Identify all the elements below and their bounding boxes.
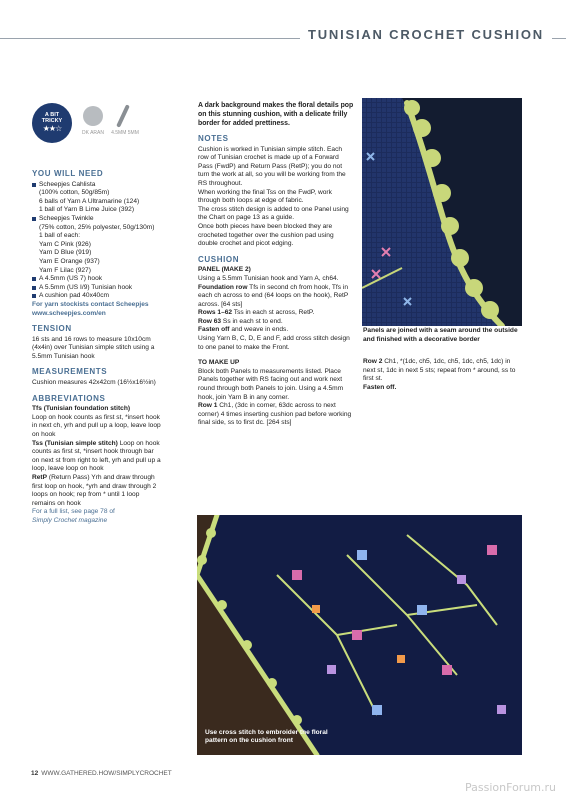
abbreviation-def: (Return Pass) Yrh and draw through first loop on hook, *yrh and draw through 2 loops on hook; rep from * until 1 loop remains on hook <box>32 474 157 507</box>
abbreviation-def: Loop on hook counts as first st, *insert hook through bar on next st from right to left, yrh and pull up a loop, leave loop on hook <box>32 439 161 473</box>
panel-subheading: PANEL (MAKE 2) <box>198 266 251 274</box>
notes-para: Once both pieces have been blocked they are crocheted together over the cushion pad using double crochet and picot edging. <box>198 222 334 248</box>
stockists-link[interactable]: For yarn stockists contact Scheepjes www.scheepjes.com/en <box>32 300 149 317</box>
fasten-off: Fasten off. <box>363 383 397 391</box>
step-label: Rows 1–62 <box>198 309 233 317</box>
material-detail: Yarn E Orange (937) <box>39 257 100 265</box>
material-detail: (100% cotton, 50g/85m) <box>39 189 110 197</box>
cushion-front-photo <box>197 515 522 755</box>
photo-caption: Panels are joined with a seam around the outside and finished with a decorative border <box>363 327 518 343</box>
material-detail: Yarn C Pink (926) <box>39 240 91 248</box>
abbreviation-term: Tss (Tunisian simple stitch) <box>32 439 118 447</box>
abbreviations-more: For a full list, see page 78 of <box>32 508 115 516</box>
material-item: Scheepjes Twinkle <box>32 215 162 224</box>
photo-caption: Use cross stitch to embroider the floral pattern on the cushion front <box>205 728 328 745</box>
materials-list <box>32 181 162 301</box>
step-label: Foundation row <box>198 283 248 291</box>
cushion-edge-photo <box>362 98 522 326</box>
watermark: PassionForum.ru <box>465 781 556 794</box>
right-column <box>363 327 523 393</box>
material-detail: 1 ball of each: <box>39 232 81 240</box>
cushion-step <box>198 326 354 335</box>
page-number: 12 <box>31 770 39 777</box>
cushion-step <box>198 284 354 310</box>
page-footer <box>31 770 172 777</box>
cushion-edge-illustration <box>362 98 522 326</box>
step-label: Row 1 <box>198 402 218 410</box>
cushion-step <box>198 309 354 318</box>
abbreviation-item <box>32 474 162 508</box>
step-label: Row 2 <box>363 358 383 366</box>
material-detail: 1 ball of Yarn B Lime Juice (392) <box>39 206 135 214</box>
measurements-heading: MEASUREMENTS <box>32 367 108 377</box>
cushion-step <box>198 318 354 327</box>
material-detail: Yarn D Blue (919) <box>39 249 92 257</box>
material-item: A 4.5mm (US 7) hook <box>32 275 162 284</box>
abbreviations-heading: ABBREVIATIONS <box>32 393 106 403</box>
you-will-need-heading: YOU WILL NEED <box>32 169 104 178</box>
step-text: Ch1, (3dc in corner, 63dc across to next corner) 4 times inserting cushion pad before working final side, ss to first dc. [264 sts] <box>198 402 352 427</box>
step-text: Tss in each st across, RetP. <box>232 309 315 317</box>
abbreviation-item <box>32 405 162 439</box>
measurements-text: Cushion measures 42x42cm (16½x16½in) <box>32 379 156 387</box>
difficulty-line2: TRICKY <box>41 118 63 124</box>
difficulty-stars: ★★☆ <box>42 124 62 133</box>
notes-heading: NOTES <box>198 134 229 143</box>
step-text: Ch1, *(1dc, ch5, 1dc, ch5, 1dc, ch5, 1dc) in next st, 1dc in next 5 sts; repeat from * around, ss to first st. <box>363 358 516 383</box>
hook-icon <box>116 104 130 127</box>
hook-size-label: 4.5MM 5MM <box>111 130 139 136</box>
sidebar-column <box>32 170 162 526</box>
abbreviation-term: RetP <box>32 474 48 481</box>
difficulty-line1: A BIT <box>44 112 60 118</box>
make-up-step <box>198 402 354 428</box>
abbreviation-item <box>32 440 162 474</box>
intro-text: A dark background makes the floral details pop on this stunning cushion, with a delicate frilly border for added prettiness. <box>198 102 354 127</box>
material-detail: (75% cotton, 25% polyester, 50g/130m) <box>39 223 155 231</box>
step-text: Tfs in second ch from hook, Tfs in each ch across to end (64 loops on the hook), RetP across. [64 sts] <box>198 283 349 308</box>
difficulty-badge <box>32 103 72 143</box>
abbreviation-term: Tfs (Tunisian foundation stitch) <box>32 405 131 413</box>
page-title: TUNISIAN CROCHET CUSHION <box>300 27 552 42</box>
material-item: A 5.5mm (US I/9) Tunisian hook <box>32 284 162 293</box>
cushion-front-illustration <box>197 515 522 755</box>
cushion-step: Using Yarn B, C, D, E and F, add cross stitch design to one panel to make the Front. <box>198 335 350 351</box>
yarn-weight-label: DK ARAN <box>82 130 104 136</box>
material-detail: Yarn F Lilac (927) <box>39 266 91 274</box>
row2-step <box>363 358 523 384</box>
notes-para: When working the final Tss on the FwdP, work through both loops at edge of fabric. <box>198 188 332 205</box>
step-text: and weave in ends. <box>229 326 289 334</box>
notes-para: Cushion is worked in Tunisian simple stitch. Each row of Tunisian crochet is made up of a Forward Pass (FwdP) and Return Pass (RetP); you do not turn the work at all, so you will be working from the RS throughout. <box>198 145 346 187</box>
footer-url[interactable]: WWW.GATHERED.HOW/SIMPLYCROCHET <box>41 770 172 777</box>
make-up-heading: TO MAKE UP <box>198 359 240 367</box>
material-detail: 6 balls of Yarn A Ultramarine (124) <box>39 197 140 205</box>
tension-text: 16 sts and 16 rows to measure 10x10cm (4x4in) over Tunisian simple stitch using a 5.5mm Tunisian hook <box>32 335 155 360</box>
cushion-heading: CUSHION <box>198 254 240 264</box>
notes-para: The cross stitch design is added to one Panel using the Chart on page 13 as a guide. <box>198 205 349 222</box>
step-label: Fasten off <box>198 326 230 334</box>
step-text: Ss in each st to end. <box>221 317 283 325</box>
make-up-step: Block both Panels to measurements listed. Place Panels together with RS facing out and work next round through both Panels to join. Using a 4.5mm hook, join Yarn B in any corner. <box>198 367 344 401</box>
yarn-ball-icon <box>83 106 103 126</box>
abbreviation-def: Loop on hook counts as first st, *insert hook in next ch, yrh and pull up a loop, leave loop on hook <box>32 413 161 439</box>
material-item: Scheepjes Cahlista <box>32 181 162 190</box>
tension-heading: TENSION <box>32 324 72 334</box>
step-label: Row 63 <box>198 317 222 325</box>
cushion-step: Using a 5.5mm Tunisian hook and Yarn A, ch64. <box>198 274 339 282</box>
material-item: A cushion pad 40x40cm <box>32 292 162 301</box>
pattern-column <box>198 101 354 428</box>
abbreviations-magazine: Simply Crochet magazine <box>32 516 108 524</box>
